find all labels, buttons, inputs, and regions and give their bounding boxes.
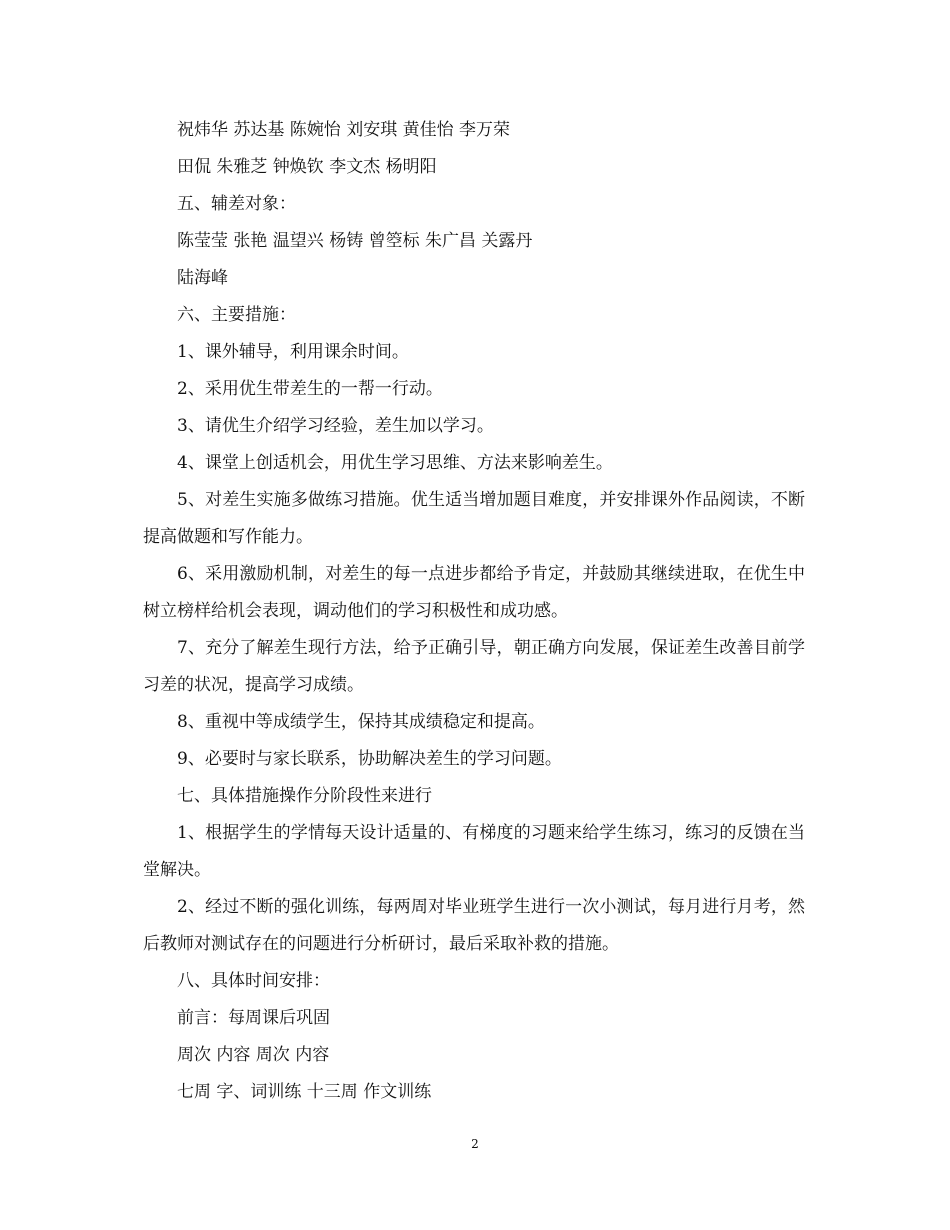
remedial-list-line-1: 陈莹莹 张艳 温望兴 杨铸 曾箜标 朱广昌 关露丹 xyxy=(177,231,533,251)
measure-item-9: 9、必要时与家长联系，协助解决差生的学习问题。 xyxy=(177,749,562,769)
section-heading-5: 五、辅差对象： xyxy=(177,194,296,214)
measure-item-7: 7、充分了解差生现行方法，给予正确引导，朝正确方向发展，保证差生改善目前学习差的状况，提高学习成绩。 xyxy=(143,638,805,695)
schedule-intro: 前言：每周课后巩固 xyxy=(177,1008,330,1028)
student-list-line-1: 祝炜华 苏达基 陈婉怡 刘安琪 黄佳怡 李万荣 xyxy=(177,120,511,140)
section-heading-7: 七、具体措施操作分阶段性来进行 xyxy=(177,786,432,806)
schedule-header: 周次 内容 周次 内容 xyxy=(177,1045,330,1065)
measure-item-3: 3、请优生介绍学习经验，差生加以学习。 xyxy=(177,416,494,436)
page-number: 2 xyxy=(471,1137,479,1151)
measure-item-2: 2、采用优生带差生的一帮一行动。 xyxy=(177,379,443,399)
stage-item-1: 1、根据学生的学情每天设计适量的、有梯度的习题来给学生练习，练习的反馈在当堂解决。 xyxy=(143,823,805,880)
section-heading-8: 八、具体时间安排： xyxy=(177,971,330,991)
section-heading-6: 六、主要措施： xyxy=(177,305,296,325)
measure-item-8: 8、重视中等成绩学生，保持其成绩稳定和提高。 xyxy=(177,712,545,732)
schedule-row: 七周 字、词训练 十三周 作文训练 xyxy=(177,1082,432,1102)
student-list-line-2: 田侃 朱雅芝 钟焕钦 李文杰 杨明阳 xyxy=(177,157,437,177)
remedial-list-line-2: 陆海峰 xyxy=(177,268,228,288)
measure-item-1: 1、课外辅导，利用课余时间。 xyxy=(177,342,409,362)
document-body xyxy=(143,112,805,1111)
measure-item-5: 5、对差生实施多做练习措施。优生适当增加题目难度，并安排课外作品阅读，不断提高做题和写作能力。 xyxy=(143,490,805,547)
measure-item-6: 6、采用激励机制，对差生的每一点进步都给予肯定，并鼓励其继续进取，在优生中树立榜样给机会表现，调动他们的学习积极性和成功感。 xyxy=(143,564,805,621)
stage-item-2: 2、经过不断的强化训练，每两周对毕业班学生进行一次小测试，每月进行月考，然后教师对测试存在的问题进行分析研讨，最后采取补救的措施。 xyxy=(143,897,805,954)
measure-item-4: 4、课堂上创适机会，用优生学习思维、方法来影响差生。 xyxy=(177,453,613,473)
